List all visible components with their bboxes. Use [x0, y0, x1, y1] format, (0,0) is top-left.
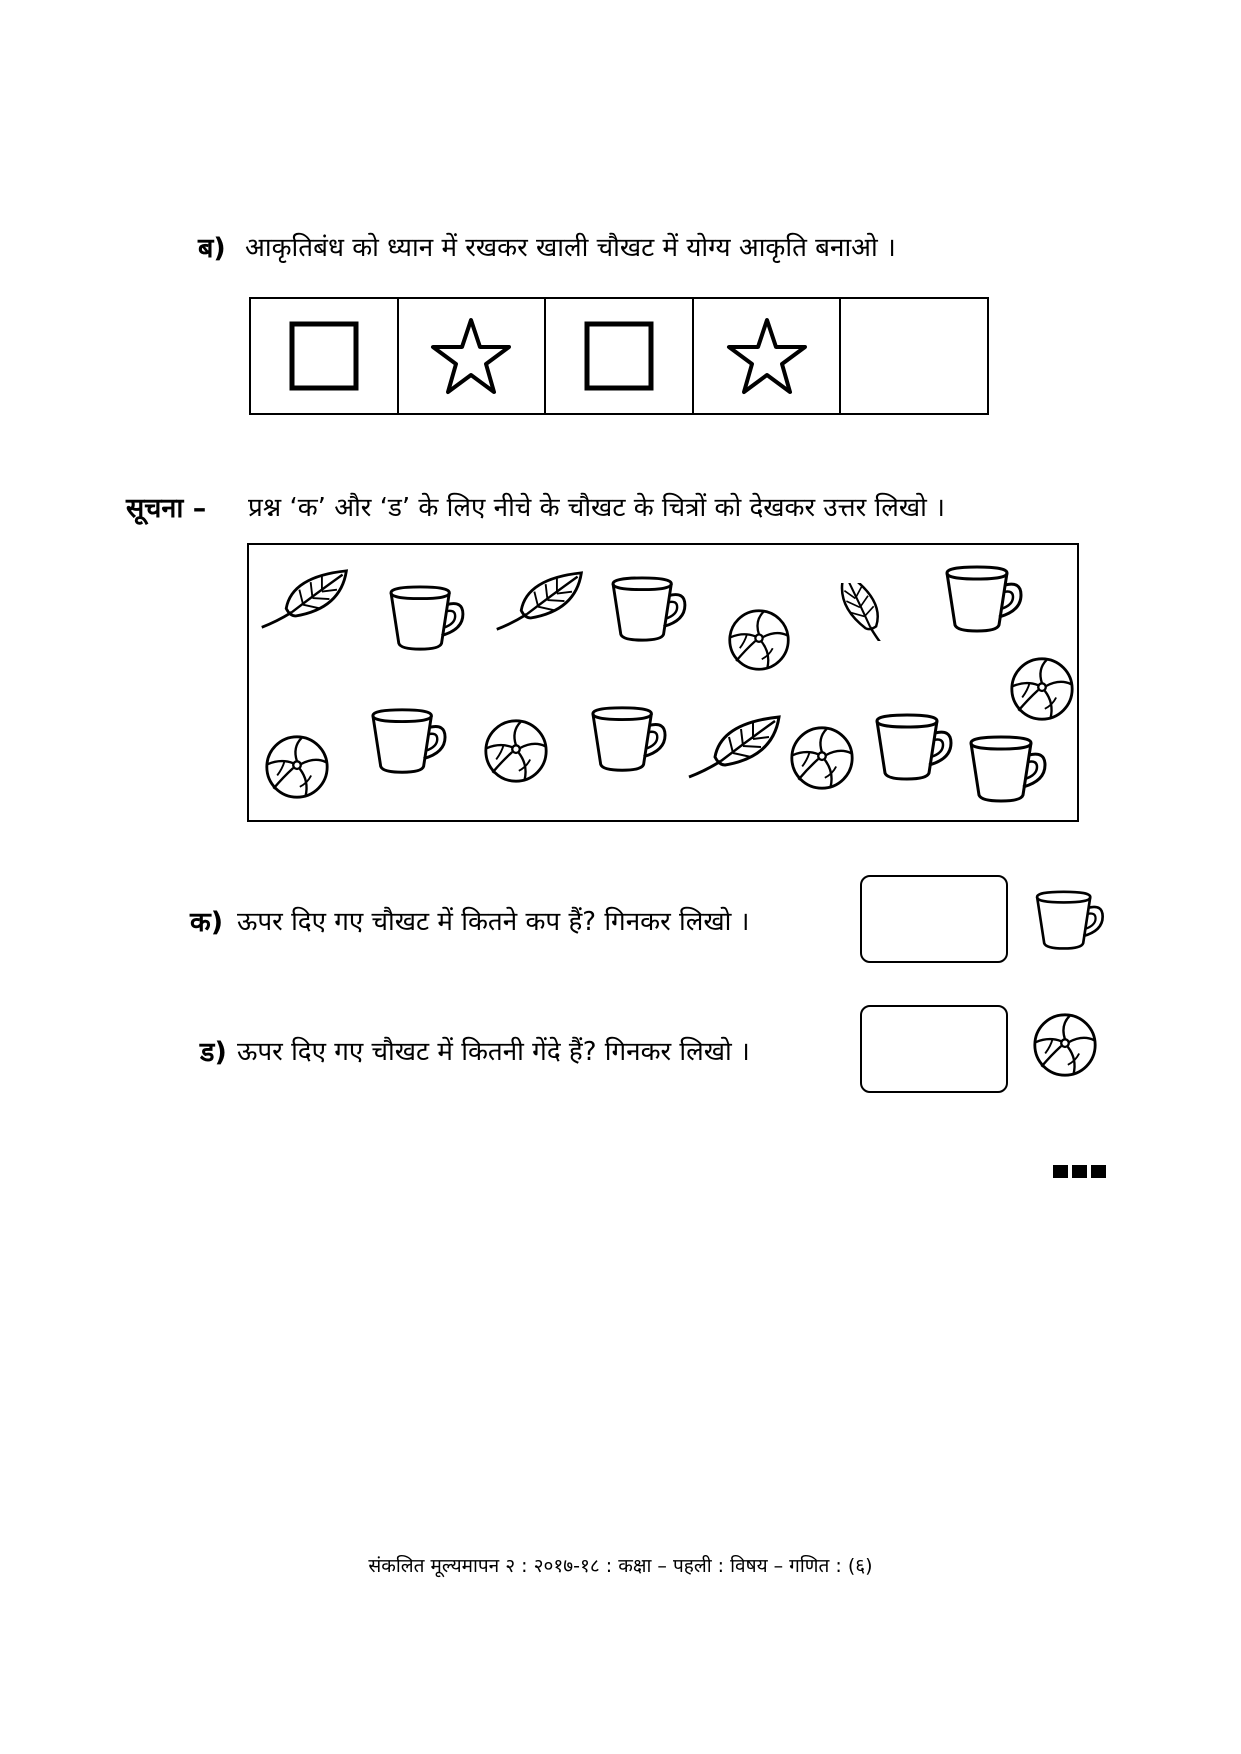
picture-box: [247, 543, 1079, 822]
end-marks: [1053, 1165, 1106, 1178]
pattern-cell-star: [694, 299, 842, 413]
leaf-icon: [258, 567, 352, 633]
ball-count-answer-box[interactable]: [860, 1005, 1008, 1093]
ball-icon: [1032, 1012, 1098, 1078]
end-mark: [1091, 1165, 1106, 1178]
end-mark: [1053, 1165, 1068, 1178]
ball-icon: [1009, 656, 1075, 722]
pattern-cell-square: [251, 299, 399, 413]
cup-icon: [967, 735, 1047, 805]
pattern-cell-star: [399, 299, 547, 413]
question-k-label: क): [190, 907, 224, 938]
cup-icon: [369, 707, 447, 777]
pattern-sequence: [249, 297, 989, 415]
question-k-text: ऊपर दिए गए चौखट में कितने कप हैं? गिनकर लिखो ।: [237, 907, 750, 937]
leaf-icon: [685, 710, 785, 786]
ball-icon: [727, 608, 791, 672]
question-b-text: आकृतिबंध को ध्यान में रखकर खाली चौखट में योग्य आकृति बनाओ ।: [245, 233, 896, 263]
cup-icon: [589, 705, 667, 775]
page-footer: संकलित मूल्यमापन २ : २०१७-१८ : कक्षा – पहली : विषय – गणित : (६): [368, 1555, 873, 1577]
question-d-text: ऊपर दिए गए चौखट में कितनी गेंदे हैं? गिनकर लिखो ।: [237, 1037, 750, 1067]
end-mark: [1072, 1165, 1087, 1178]
pattern-cell-square: [546, 299, 694, 413]
notice-label: सूचना –: [126, 493, 207, 524]
notice-text: प्रश्न ‘क’ और ‘ड’ के लिए नीचे के चौखट के चित्रों को देखकर उत्तर लिखो ।: [248, 493, 946, 523]
square-icon: [289, 321, 359, 391]
cup-icon: [387, 585, 465, 653]
ball-icon: [789, 725, 855, 791]
cup-icon: [873, 713, 953, 783]
leaf-icon: [493, 567, 587, 637]
star-icon: [429, 316, 513, 396]
square-icon: [584, 321, 654, 391]
cup-icon: [609, 576, 687, 644]
cup-icon: [943, 565, 1023, 635]
ball-icon: [483, 718, 549, 784]
cup-icon: [1032, 890, 1106, 952]
pattern-cell-blank-answer[interactable]: [841, 299, 987, 413]
ball-icon: [264, 734, 330, 800]
leaf-icon: [813, 583, 917, 641]
star-icon: [725, 316, 809, 396]
cup-count-answer-box[interactable]: [860, 875, 1008, 963]
question-d-label: ड): [200, 1037, 227, 1068]
question-b-label: ब): [198, 233, 226, 264]
